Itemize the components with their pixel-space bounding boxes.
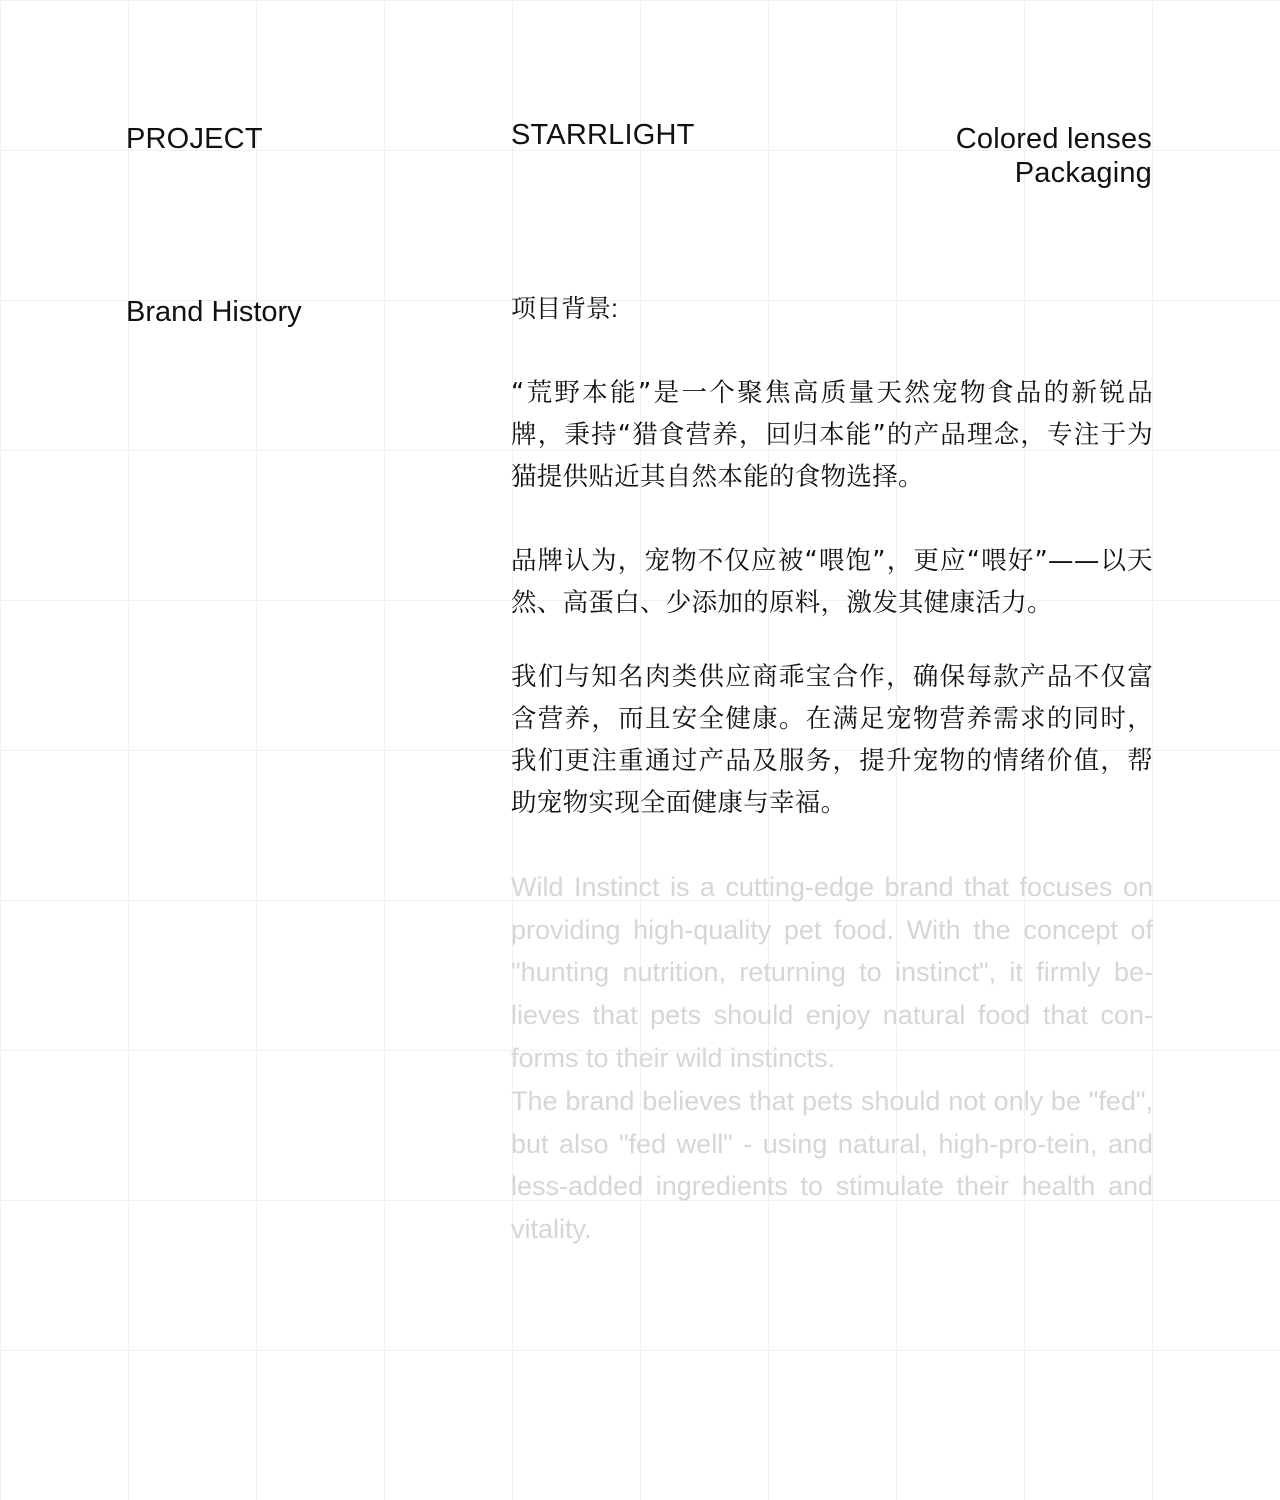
category-line-packaging: Packaging xyxy=(1014,157,1152,189)
project-background-heading: 项目背景: xyxy=(511,295,618,323)
brand-name: STARRLIGHT xyxy=(511,119,695,151)
english-paragraph-belief: The brand believes that pets should not only be "fed", but also "fed well" - using natural, high-pro-tein, and less-added ingredients to stimulate their health and vitality. xyxy=(511,1086,1153,1245)
category-line-colored-lenses: Colored lenses xyxy=(955,123,1152,155)
chinese-paragraph-intro: “荒野本能”是一个聚焦高质量天然宠物食品的新锐品牌，秉持“猎食营养，回归本能”的产品理念，专注于为猫提供贴近其自然本能的食物选择。 xyxy=(511,378,1153,492)
project-label: PROJECT xyxy=(126,123,263,155)
english-paragraph-intro: Wild Instinct is a cutting-edge brand that focuses on providing high-quality pet food. With the concept of "hunting nutrition, returning to instinct", it firmly be-lieves that pets should enjoy natural food that con-forms to their wild instincts. xyxy=(511,872,1153,1073)
chinese-paragraph-partnership: 我们与知名肉类供应商乖宝合作，确保每款产品不仅富含营养，而且安全健康。在满足宠物营养需求的同时，我们更注重通过产品及服务，提升宠物的情绪价值，帮助宠物实现全面健康与幸福。 xyxy=(511,662,1153,818)
section-label-brand-history: Brand History xyxy=(126,296,302,328)
chinese-paragraph-belief: 品牌认为，宠物不仅应被“喂饱”，更应“喂好”——以天然、高蛋白、少添加的原料，激发其健康活力。 xyxy=(511,546,1153,618)
project-category xyxy=(752,122,1152,190)
